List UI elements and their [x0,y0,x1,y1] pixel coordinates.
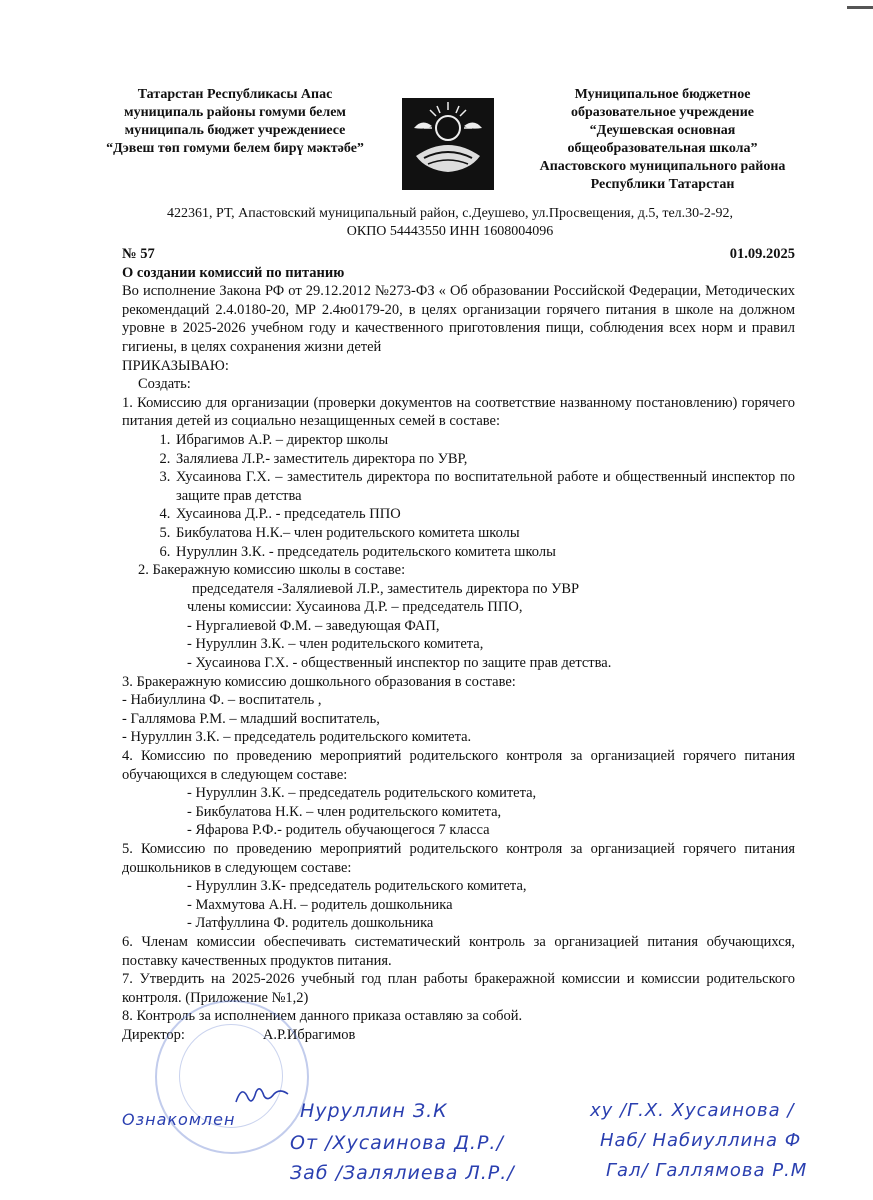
member-item: 1. Ибрагимов А.Р. – директор школы [174,431,795,450]
school-stamp [155,1000,309,1154]
handwritten-signature: ху /Г.Х. Хусаинова / [590,1100,795,1121]
header-right-line: образовательное учреждение [571,105,754,120]
registry-codes: ОКПО 54443550 ИНН 1608004096 [346,224,554,239]
section-2-line: председателя -Залялиевой Л.Р., заместитель директора по УВР [192,580,580,597]
section-4-line: - Яфарова Р.Ф.- родитель обучающегося 7 класса [187,822,490,839]
order-title: О создании комиссий по питанию [122,264,345,281]
order-number: № 57 [122,246,155,262]
director-name: А.Р.Ибрагимов [262,1026,356,1043]
school-address [100,205,800,241]
member-item: 2. Залялиева Л.Р.- заместитель директора по УВР, [174,450,795,469]
director-label: Директор: [122,1026,185,1043]
header-right-line: Апастовского муниципального района [539,159,786,174]
section-5-title: 5. Комиссию по проведению мероприятий родительского контроля за организацией горячего питания дошкольников в следующем составе: [122,841,795,876]
header-tatar-block [80,86,390,158]
member-item: 3. Хусаинова Г.Х. – заместитель директора по воспитательной работе и общественный инспектор по защите прав детства [174,468,795,505]
handwritten-signature: От /Хусаинова Д.Р./ [290,1132,504,1154]
header-left-line: “Дэвеш төп гомуми белем бирү мәктәбе” [106,141,364,156]
section-3-title: 3. Бракеражную комиссию дошкольного образования в составе: [122,673,516,690]
acknowledged-note: Ознакомлен [122,1110,236,1129]
order-preamble: Во исполнение Закона РФ от 29.12.2012 №273-ФЗ « Об образовании Российской Федерации, Методических рекомендаций 2.4.0180-20, МР 2.4ю0179-20, в целях организации горячего питания в школе на должном уровне в 2025-2026 учебном году и качественного приготовления пищи, соблюдения всех норм и правил гигиены, в целях сохранения жизни детей [122,283,795,355]
section-4-title: 4. Комиссию по проведению мероприятий родительского контроля за организацией горячего питания обучающихся в следующем составе: [122,748,795,783]
header-right-line: общеобразовательная школа” [567,141,758,156]
section-2-line: - Нуруллин З.К. – член родительского комитета, [187,636,484,653]
director-signature-icon [232,1082,292,1108]
order-command: ПРИКАЗЫВАЮ: [122,357,229,374]
header-left-line: муниципаль районы гомуми белем [124,105,346,120]
handwritten-signature: Заб /Залялиева Л.Р./ [290,1162,515,1184]
section-5-line: - Махмутова А.Н. – родитель дошкольника [187,896,453,913]
handwritten-signature: Гал/ Галлямова Р.М [606,1160,808,1181]
section-2-line: - Хусаинова Г.Х. - общественный инспектор по защите прав детства. [187,655,612,672]
header-left-line: Татарстан Республикасы Апас [137,87,333,102]
district-emblem-icon [402,98,494,190]
address-line: 422361, РТ, Апастовский муниципальный район, с.Деушево, ул.Просвещения, д.5, тел.30-2-92, [167,206,733,221]
handwritten-signature: Нуруллин З.К [300,1100,448,1122]
section-2-title: 2. Бакеражную комиссию школы в составе: [138,562,406,579]
order-meta [122,245,795,264]
section-1-members [122,431,795,561]
header-russian-block [520,86,805,194]
header-right-line: “Деушевская основная [589,123,736,138]
header-right-line: Муниципальное бюджетное [574,87,751,102]
section-5-line: - Нуруллин З.К- председатель родительского комитета, [187,878,527,895]
section-3-line: - Набиуллина Ф. – воспитатель , [122,692,322,709]
section-2-line: - Нургалиевой Ф.М. – заведующая ФАП, [187,617,440,634]
handwritten-signature: Наб/ Набиуллина Ф [600,1130,802,1151]
section-1-title: 1. Комиссию для организации (проверки документов на соответствие названному постановлению) горячего питания детей из социально незащищенных семей в составе: [122,394,795,430]
header-left-line: муниципаль бюджет учреждениесе [124,123,346,138]
section-8: 8. Контроль за исполнением данного приказа оставляю за собой. [122,1008,523,1025]
member-item: 4. Хусаинова Д.Р.. - председатель ППО [174,505,795,524]
section-4-line: - Нуруллин З.К. – председатель родительского комитета, [187,785,537,802]
scan-edge-mark [847,6,873,9]
section-3-line: - Нуруллин З.К. – председатель родительского комитета. [122,729,472,746]
section-4-line: - Бикбулатова Н.К. – член родительского комитета, [187,803,502,820]
section-2-line: члены комиссии: Хусаинова Д.Р. – председатель ППО, [187,599,523,616]
member-item: 6. Нуруллин З.К. - председатель родительского комитета школы [174,543,795,562]
order-body [122,245,795,1045]
section-6: 6. Членам комиссии обеспечивать систематический контроль за организацией питания обучающихся, поставку качественных продуктов питания. [122,933,795,969]
section-3-line: - Галлямова Р.М. – младший воспитатель, [122,710,380,727]
header-right-line: Республики Татарстан [590,177,735,192]
member-item: 5. Бикбулатова Н.К.– член родительского комитета школы [174,524,795,543]
section-5-line: - Латфуллина Ф. родитель дошкольника [187,915,434,932]
create-label: Создать: [138,376,191,393]
order-date: 01.09.2025 [729,246,795,262]
section-7: 7. Утвердить на 2025-2026 учебный год план работы бракеражной комиссии и комиссии родительского контроля. (Приложение №1,2) [122,971,795,1006]
